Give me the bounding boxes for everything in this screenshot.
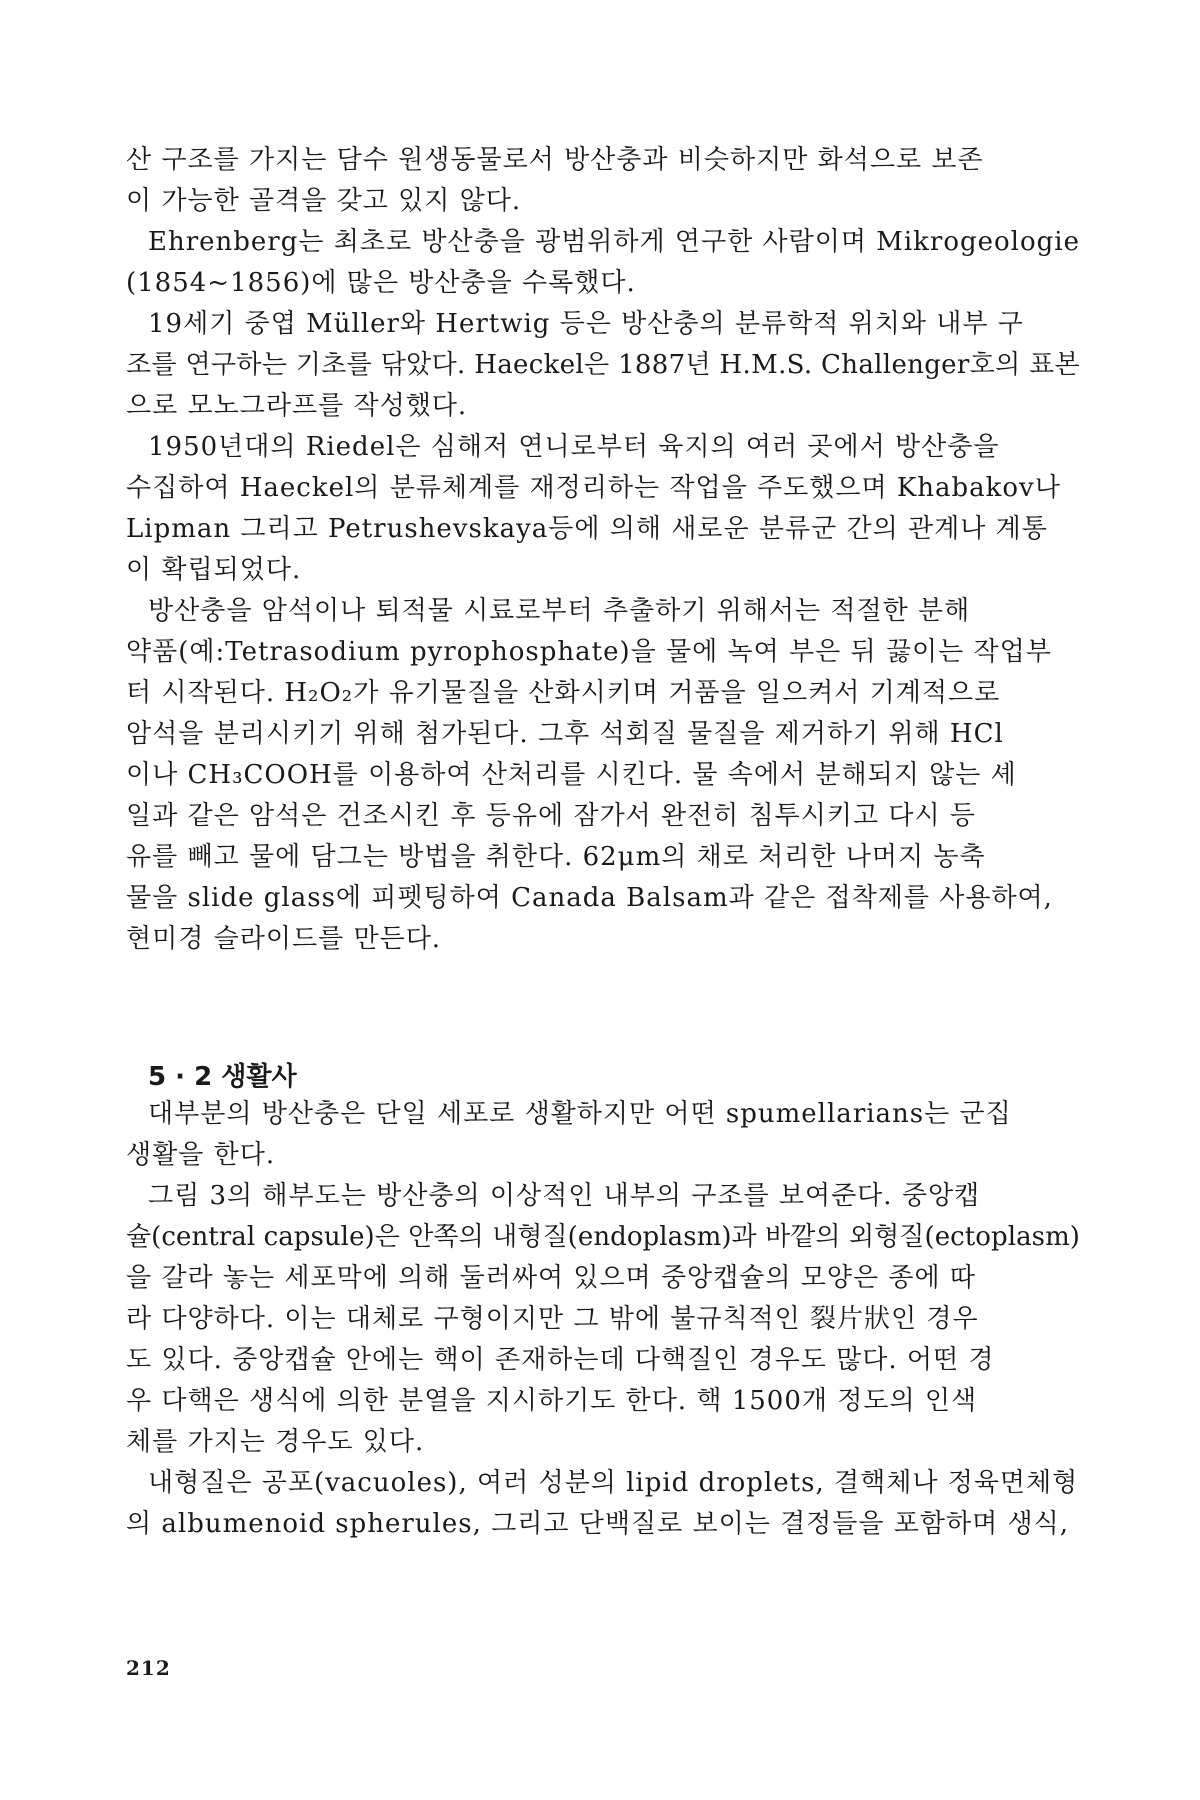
text-line: 1950년대의 Riedel은 심해저 연니로부터 육지의 여러 곳에서 방산충을 xyxy=(148,432,1000,462)
text-line: 이 확립되었다. xyxy=(126,555,302,585)
text-line: 생활을 한다. xyxy=(126,1140,276,1170)
text-line: 그림 3의 해부도는 방산충의 이상적인 내부의 구조를 보여준다. 중앙캡 xyxy=(148,1181,981,1211)
text-line: 터 시작된다. H₂O₂가 유기물질을 산화시키며 거품을 일으켜서 기계적으로 xyxy=(126,678,1001,708)
text-line: Lipman 그리고 Petrushevskaya등에 의해 새로운 분류군 간의 관계나 계통 xyxy=(126,514,1048,544)
text-line: 도 있다. 중앙캡슐 안에는 핵이 존재하는데 다핵질인 경우도 많다. 어떤 경 xyxy=(126,1345,995,1375)
body-text-section-1 xyxy=(126,140,1080,960)
text-line: 슐(central capsule)은 안쪽의 내형질(endoplasm)과 바깥의 외형질(ectoplasm) xyxy=(126,1222,1080,1252)
text-line: 유를 빼고 물에 담그는 방법을 취한다. 62μm의 채로 처리한 나머지 농축 xyxy=(126,842,986,872)
text-line: 수집하여 Haeckel의 분류체계를 재정리하는 작업을 주도했으며 Khabakov나 xyxy=(126,473,1061,503)
text-line: 이 가능한 골격을 갖고 있지 않다. xyxy=(126,186,522,216)
text-line: 현미경 슬라이드를 만든다. xyxy=(126,924,442,954)
text-line: 물을 slide glass에 피펫팅하여 Canada Balsam과 같은 접착제를 사용하여, xyxy=(126,883,1053,913)
text-line: 조를 연구하는 기초를 닦았다. Haeckel은 1887년 H.M.S. Challenger호의 표본 xyxy=(126,350,1080,380)
text-line: 의 albumenoid spherules, 그리고 단백질로 보이는 결정들을 포함하며 생식, xyxy=(126,1509,1070,1539)
text-line: 내형질은 공포(vacuoles), 여러 성분의 lipid droplets, 결핵체나 정육면체형 xyxy=(148,1468,1079,1498)
text-line: 일과 같은 암석은 건조시킨 후 등유에 잠가서 완전히 침투시키고 다시 등 xyxy=(126,801,977,831)
text-line: 약품(예:Tetrasodium pyrophosphate)을 물에 녹여 부은 뒤 끓이는 작업부 xyxy=(126,637,1052,667)
text-line: 산 구조를 가지는 담수 원생동물로서 방산충과 비슷하지만 화석으로 보존 xyxy=(126,145,984,175)
text-line: 을 갈라 놓는 세포막에 의해 둘러싸여 있으며 중앙캡슐의 모양은 종에 따 xyxy=(126,1263,977,1293)
text-line: 대부분의 방산충은 단일 세포로 생활하지만 어떤 spumellarians는 군집 xyxy=(148,1099,1012,1129)
text-line: 우 다핵은 생식에 의한 분열을 지시하기도 한다. 핵 1500개 정도의 인색 xyxy=(126,1386,978,1416)
text-line: 라 다양하다. 이는 대체로 구형이지만 그 밖에 불규칙적인 裂片狀인 경우 xyxy=(126,1304,979,1334)
page-number: 212 xyxy=(126,1656,171,1680)
text-line: Ehrenberg는 최초로 방산충을 광범위하게 연구한 사람이며 Mikrogeologie xyxy=(148,227,1080,257)
text-line: 19세기 중엽 Müller와 Hertwig 등은 방산충의 분류학적 위치와 내부 구 xyxy=(148,309,1024,339)
body-text-section-2 xyxy=(126,1094,1080,1545)
text-line: 으로 모노그라프를 작성했다. xyxy=(126,391,468,421)
text-line: 체를 가지는 경우도 있다. xyxy=(126,1427,425,1457)
section-heading: 5 · 2 생활사 xyxy=(148,1062,297,1092)
text-line: 이나 CH₃COOH를 이용하여 산처리를 시킨다. 물 속에서 분해되지 않는 셰 xyxy=(126,760,1017,790)
text-line: 암석을 분리시키기 위해 첨가된다. 그후 석회질 물질을 제거하기 위해 HCl xyxy=(126,719,1004,749)
text-line: 방산충을 암석이나 퇴적물 시료로부터 추출하기 위해서는 적절한 분해 xyxy=(148,596,971,626)
text-line: (1854~1856)에 많은 방산충을 수록했다. xyxy=(126,268,636,298)
